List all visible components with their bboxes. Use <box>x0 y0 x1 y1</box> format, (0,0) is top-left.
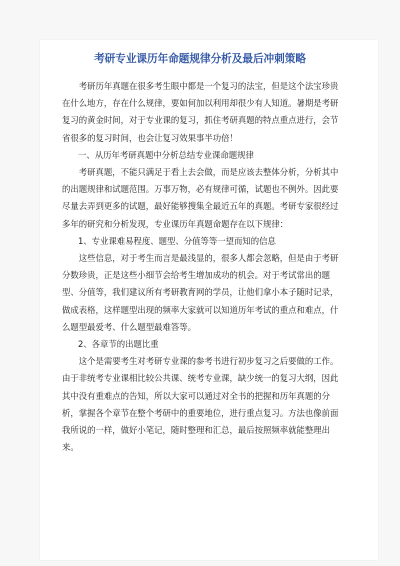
paragraph: 考研历年真题在很多考生眼中都是一个复习的法宝，但是这个法宝珍贵在什么地方，存在什么规律，要如何加以利用却很少有人知道。暑期是考研复习的黄金时间，对于专业课的复习，抓住考研真题的特点重点进行，会节省很多的复习时间，也会让复习效果事半功倍！ <box>62 81 339 143</box>
paragraph: 这些信息，对于考生而言是最浅显的，很多人都会忽略，但是由于考研分数珍贵，正是这些小细节会给考生增加成功的机会。对于考试常出的题型、分值等，我们建议所有考研教育网的学员，让他们拿小本子随时记录，做成表格，这样题型出现的频率大家就可以知道历年考试的重点和难点，什么题型最爱考、什么题型最难答等。 <box>62 253 339 332</box>
subsection-heading: 1、专业课难易程度、题型、分值等等一望而知的信息 <box>77 235 276 246</box>
subsection-heading: 2、各章节的出题比重 <box>77 339 159 350</box>
paragraph: 这个是需要考生对考研专业课的参考书进行初步复习之后要做的工作。由于非统考专业课相比较公共课、统考专业课，缺少统一的复习大纲，因此其中没有重难点的告知，所以大家可以通过对全书的把握和历年真题的分析，掌握各个章节在整个考研中的重要地位，进行重点复习。方法也像前面我所说的一样，做好小笔记，随时整理和汇总，最后按照频率就能整理出来。 <box>62 356 339 453</box>
document-title: 考研专业课历年命题规律分析及最后冲刺策略 <box>94 53 306 65</box>
section-heading: 一、从历年考研真题中分析总结专业课命题规律 <box>77 149 254 160</box>
document-body <box>62 78 342 456</box>
paragraph: 考研真题，不能只满足于看上去会做，而是应该去整体分析，分析其中的出题规律和试题范围。万事万物，必有规律可循，试题也不例外。因此要尽量去弄到更多的试题，最好能够搜集全最近五年的真题。考研专家很经过多年的研究和分析发现，专业课历年真题命题存在以下规律： <box>62 167 339 229</box>
